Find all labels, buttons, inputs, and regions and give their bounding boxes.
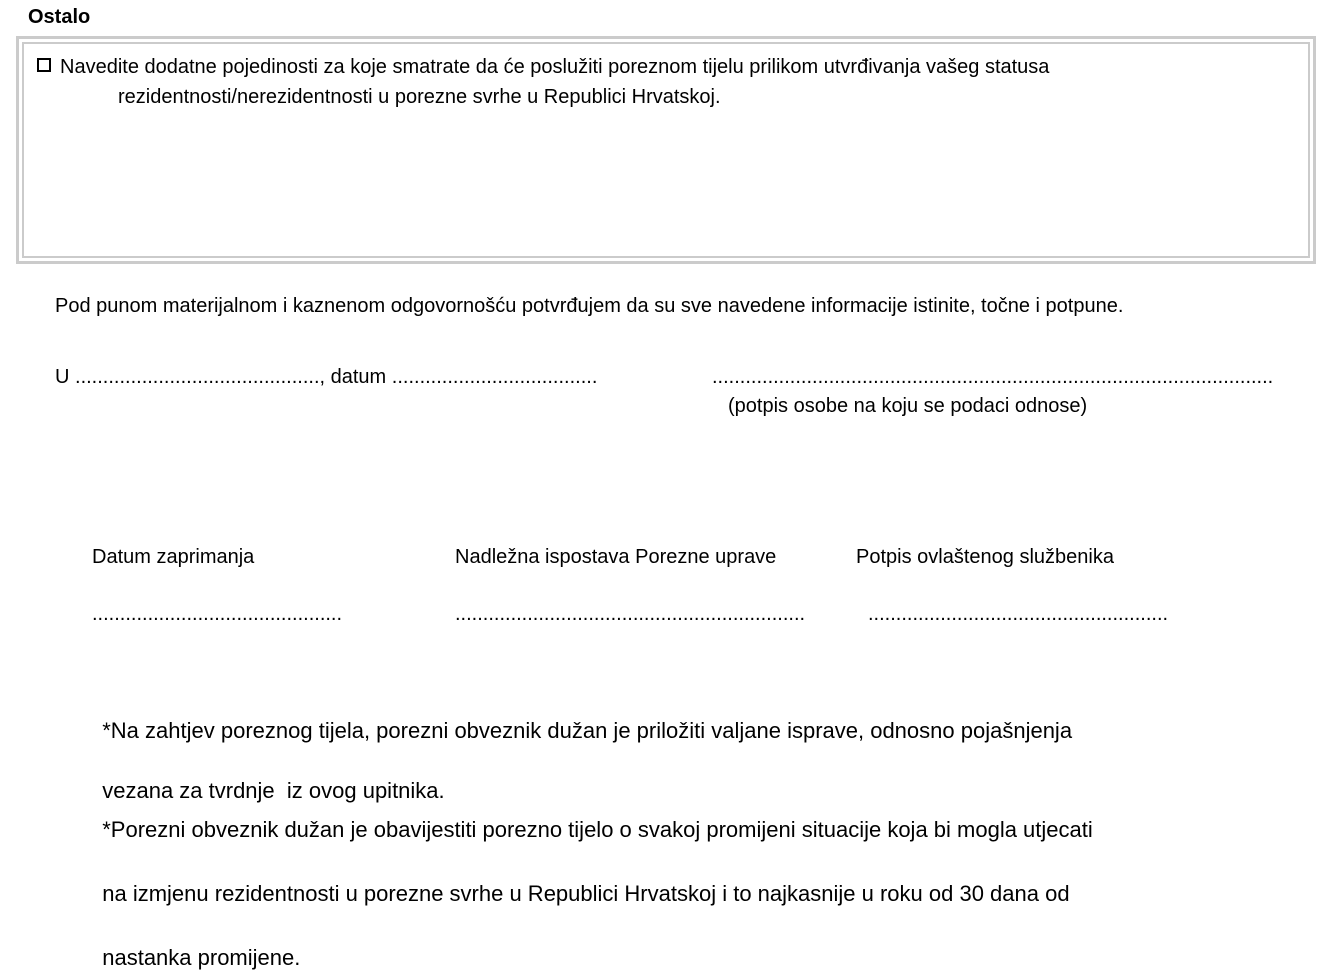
place-fill-field[interactable]: ............................................ [75,366,320,388]
official-fill-potpis-sluzbenika[interactable]: ...................................................... [868,603,1169,625]
additional-details-item [34,52,1298,112]
official-label-datum-zaprimanja: Datum zaprimanja [92,546,255,568]
other-details-box [16,36,1316,264]
official-fill-datum-zaprimanja[interactable]: ............................................. [92,603,343,625]
declaration-text: Pod punom materijalnom i kaznenom odgovornošću potvrđujem da su sve navedene informacije istinite, točne i potpune. [55,295,1124,317]
additional-details-line2: rezidentnosti/nerezidentnosti u porezne svrhe u Republici Hrvatskoj. [118,86,721,108]
other-details-box-inner [22,42,1310,258]
section-title: Ostalo [28,6,91,28]
official-fill-nadlezna-ispostava[interactable]: ............................................................... [455,603,806,625]
footnote-documents-line1: *Na zahtjev poreznog tijela, porezni obveznik dužan je priložiti valjane isprave, odnosno pojašnjenja [102,718,1073,743]
footnote-notify-line2: na izmjenu rezidentnosti u porezne svrhe u Republici Hrvatskoj i to najkasnije u roku od 30 dana od [102,881,1070,906]
place-date-line [55,364,597,390]
signature-caption: (potpis osobe na koju se podaci odnose) [728,395,1088,417]
official-label-nadlezna-ispostava: Nadležna ispostava Porezne uprave [455,546,777,568]
date-fill-field[interactable]: ..................................... [391,366,598,388]
footnote-notify-line1: *Porezni obveznik dužan je obavijestiti porezno tijelo o svakoj promijeni situacije koja bi mogla utjecati [102,817,1093,842]
additional-details-line1: Navedite dodatne pojedinosti za koje smatrate da će poslužiti poreznom tijelu prilikom utvrđivanja vašeg statusa [60,56,1050,78]
footnote-notify-line3: nastanka promijene. [102,945,301,970]
official-label-potpis-sluzbenika: Potpis ovlaštenog službenika [856,546,1114,568]
footnote-documents-line2: vezana za tvrdnje iz ovog upitnika. [102,778,445,803]
signature-fill-field[interactable]: ..................................................................................................... [712,366,1274,388]
additional-details-checkbox[interactable] [37,58,51,72]
date-label: , datum [319,366,387,388]
additional-details-text [60,52,1049,112]
place-prefix: U [55,366,70,388]
footnote-notify-changes [90,782,1093,974]
